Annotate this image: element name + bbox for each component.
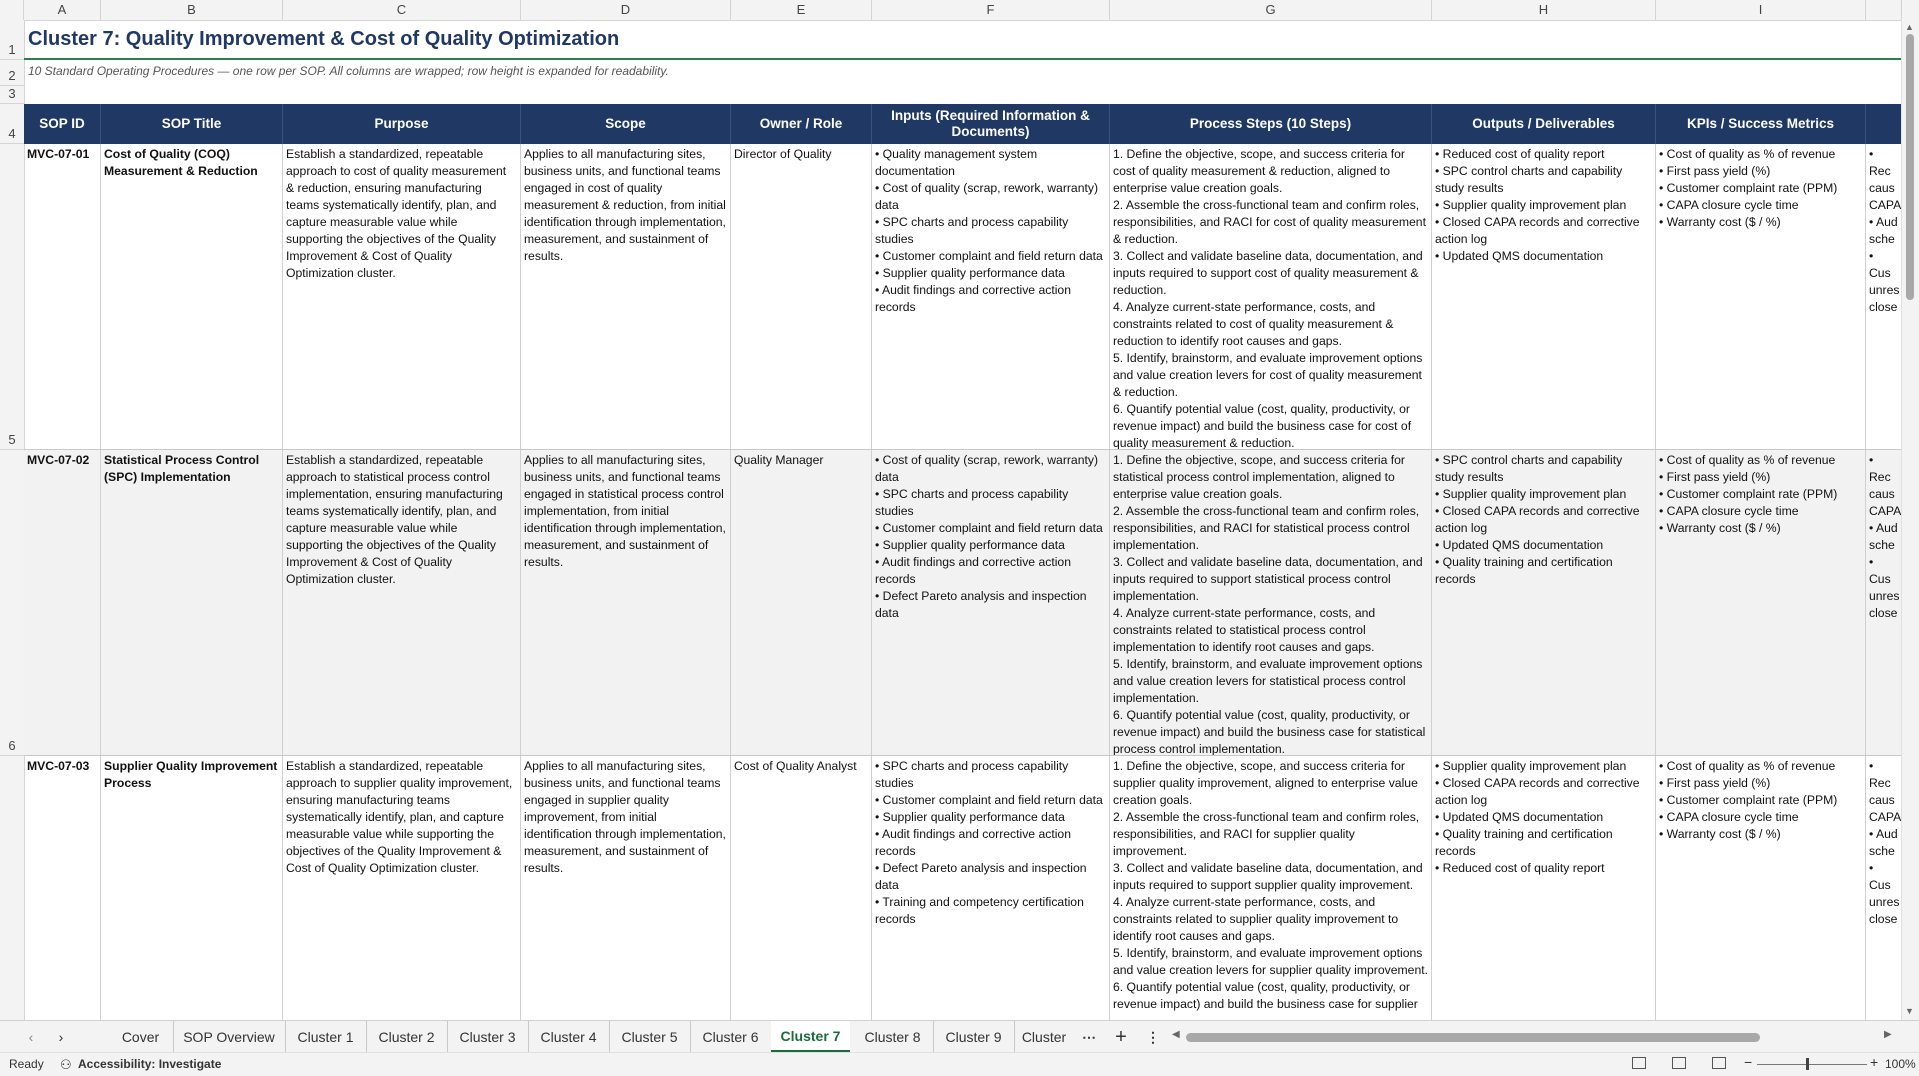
row-header-1[interactable]: 1 (0, 20, 24, 60)
list-item: • Aud (1869, 215, 1898, 229)
list-item: • Reduced cost of quality report (1435, 861, 1605, 875)
tab-cluster-9[interactable]: Cluster 9 (933, 1021, 1015, 1053)
tab-cluster-3[interactable]: Cluster 3 (447, 1021, 529, 1053)
ready-status: Ready (9, 1057, 44, 1071)
list-item: 1. Define the objective, scope, and success criteria for statistical process control implementation, aligned to enterprise value creation goals. (1113, 453, 1405, 501)
zoom-slider[interactable] (1757, 1064, 1867, 1065)
column-header-b[interactable]: B (101, 0, 283, 20)
vertical-scroll-thumb[interactable] (1906, 34, 1914, 300)
purpose-cell[interactable]: Establish a standardized, repeatable approach to supplier quality improvement, ensuring manufacturing teams systematically identify, plan, and capture measurable value while supporting the objectives of the Quality Improvement & Cost of Quality Optimization cluster. (283, 756, 521, 1020)
page-layout-view-icon[interactable] (1672, 1057, 1686, 1069)
horizontal-scrollbar[interactable] (1172, 1029, 1892, 1042)
column-header-f[interactable]: F (872, 0, 1110, 20)
sheet-subtitle: 10 Standard Operating Procedures — one row per SOP. All columns are wrapped; row height is expanded for readability. (28, 64, 669, 78)
list-item: • Supplier quality improvement plan (1435, 759, 1627, 773)
list-item: • SPC charts and process capability studies (875, 487, 1069, 518)
process-steps-cell[interactable] (1110, 756, 1432, 1020)
scroll-down-icon[interactable]: ▼ (1905, 1006, 1914, 1016)
list-item: • Quality training and certification records (1435, 827, 1613, 858)
table-header-row (24, 104, 1902, 144)
list-item: • Cus (1869, 861, 1891, 892)
list-item: • SPC control charts and capability study results (1435, 164, 1623, 195)
owner-cell[interactable]: Quality Manager (731, 450, 872, 755)
next-column-cell[interactable] (1866, 144, 1902, 449)
list-item: unres (1869, 589, 1900, 603)
list-item: • Warranty cost ($ / %) (1659, 215, 1781, 229)
scope-cell[interactable]: Applies to all manufacturing sites, business units, and functional teams engaged in statistical process control implementation, from initial identification through implementation, measurement, and sustainment of results. (521, 450, 731, 755)
kpis-cell[interactable] (1656, 144, 1866, 449)
list-item: 3. Collect and validate baseline data, documentation, and inputs required to support supplier quality improvement. (1113, 861, 1423, 892)
list-item: • Aud (1869, 521, 1898, 535)
column-header-a[interactable]: A (24, 0, 101, 20)
sop-title-cell[interactable]: Statistical Process Control (SPC) Implementation (101, 450, 283, 755)
list-item: • Warranty cost ($ / %) (1659, 521, 1781, 535)
list-item: • SPC control charts and capability study results (1435, 453, 1623, 484)
tab-cluster-10[interactable]: Cluster (1021, 1029, 1067, 1045)
sop-title-cell[interactable]: Cost of Quality (COQ) Measurement & Reduction (101, 144, 283, 449)
list-item: caus (1869, 181, 1895, 195)
inputs-cell[interactable] (872, 450, 1110, 755)
kpis-cell[interactable] (1656, 450, 1866, 755)
list-item: 2. Assemble the cross-functional team and confirm roles, responsibilities, and RACI for cost of quality measurement & reduction. (1113, 198, 1426, 246)
list-item: • Warranty cost ($ / %) (1659, 827, 1781, 841)
table-row (24, 450, 1902, 756)
list-item: • Cost of quality as % of revenue (1659, 759, 1836, 773)
row-header-6[interactable]: 6 (0, 450, 24, 756)
list-item: • Supplier quality performance data (875, 810, 1065, 824)
list-item: • Supplier quality improvement plan (1435, 198, 1627, 212)
list-item: • Rec (1869, 147, 1891, 178)
purpose-cell[interactable]: Establish a standardized, repeatable approach to statistical process control implementation, ensuring manufacturing teams systematically identify, plan, and capture measurable value while supporting the objectives of the Quality Improvement & Cost of Quality Optimization cluster. (283, 450, 521, 755)
list-item: 1. Define the objective, scope, and success criteria for supplier quality improvement, aligned to enterprise value creation goals. (1113, 759, 1418, 807)
column-header-g[interactable]: G (1110, 0, 1432, 20)
list-item: • Closed CAPA records and corrective action log (1435, 776, 1640, 807)
list-item: sche (1869, 844, 1895, 858)
purpose-cell[interactable]: Establish a standardized, repeatable approach to cost of quality measurement & reduction, ensuring manufacturing teams systematically identify, plan, and capture measurable value while supporting the objectives of the Quality Improvement & Cost of Quality Optimization cluster. (283, 144, 521, 449)
outputs-cell[interactable] (1432, 756, 1656, 1020)
list-item: • First pass yield (%) (1659, 776, 1771, 790)
list-item: • Rec (1869, 759, 1891, 790)
status-bar (0, 1052, 1919, 1076)
list-item: • Cus (1869, 249, 1891, 280)
outputs-cell[interactable] (1432, 144, 1656, 449)
scope-cell[interactable]: Applies to all manufacturing sites, business units, and functional teams engaged in supplier quality improvement, from initial identification through implementation, measurement, and sustainment of results. (521, 756, 731, 1020)
list-item: • Cost of quality as % of revenue (1659, 453, 1836, 467)
tab-cover[interactable]: Cover (108, 1021, 174, 1053)
list-item: • Aud (1869, 827, 1898, 841)
list-item: • Defect Pareto analysis and inspection data (875, 861, 1087, 892)
header-sop-id[interactable]: SOP ID (24, 104, 101, 144)
list-item: • Supplier quality performance data (875, 266, 1065, 280)
list-item: 6. Quantify potential value (cost, quality, productivity, or revenue impact) and build the business case for cost of quality measurement & reduction. (1113, 402, 1412, 449)
list-item: 5. Identify, brainstorm, and evaluate improvement options and value creation levers for supplier quality improvement. (1113, 946, 1429, 977)
sheet-title: Cluster 7: Quality Improvement & Cost of Quality Optimization (28, 28, 620, 50)
table-row (24, 756, 1902, 1020)
kpis-cell[interactable] (1656, 756, 1866, 1020)
list-item: • Closed CAPA records and corrective action log (1435, 215, 1640, 246)
list-item: 4. Analyze current-state performance, costs, and constraints related to statistical process control implementation to identify root causes and gaps. (1113, 606, 1376, 654)
chevron-left-icon[interactable]: ‹ (28, 1029, 34, 1045)
list-item: • SPC charts and process capability studies (875, 759, 1069, 790)
list-item: 5. Identify, brainstorm, and evaluate improvement options and value creation levers for cost of quality measurement & reduction. (1113, 351, 1423, 399)
title-cell[interactable] (24, 20, 1902, 60)
list-item: caus (1869, 487, 1895, 501)
tab-cluster-2[interactable]: Cluster 2 (366, 1021, 448, 1053)
sop-id-cell[interactable]: MVC-07-01 (24, 144, 101, 449)
zoom-in-icon[interactable]: + (1870, 1054, 1879, 1070)
header-inputs[interactable]: Inputs (Required Information & Documents) (872, 104, 1110, 144)
list-item: • CAPA closure cycle time (1659, 504, 1799, 518)
chevron-right-icon[interactable]: › (58, 1029, 64, 1045)
list-item: 1. Define the objective, scope, and success criteria for cost of quality measurement & reduction, aligned to enterprise value creation goals. (1113, 147, 1405, 195)
list-item: • Reduced cost of quality report (1435, 147, 1605, 161)
row-header-bar (0, 20, 25, 1020)
page-break-view-icon[interactable] (1712, 1057, 1726, 1069)
list-item: • Audit findings and corrective action records (875, 283, 1071, 314)
inputs-cell[interactable] (872, 756, 1110, 1020)
tab-cluster-5[interactable]: Cluster 5 (609, 1021, 691, 1053)
normal-view-icon[interactable] (1632, 1057, 1646, 1069)
tab-cluster-6[interactable]: Cluster 6 (690, 1021, 772, 1053)
header-sop-title[interactable]: SOP Title (101, 104, 283, 144)
scope-cell[interactable]: Applies to all manufacturing sites, business units, and functional teams engaged in cost of quality measurement & reduction, from initial identification through implementation, measurement, and sustainment of results. (521, 144, 731, 449)
list-item: • Customer complaint rate (PPM) (1659, 181, 1838, 195)
column-header-i[interactable]: I (1656, 0, 1866, 20)
accessibility-status[interactable]: Accessibility: Investigate (78, 1057, 222, 1071)
list-item: 3. Collect and validate baseline data, documentation, and inputs required to support statistical process control implementation. (1113, 555, 1423, 603)
list-item: • SPC charts and process capability studies (875, 215, 1069, 246)
tab-cluster-1[interactable]: Cluster 1 (285, 1021, 367, 1053)
more-options-icon[interactable]: ⋮ (1146, 1029, 1160, 1045)
list-item: CAPA (1869, 198, 1902, 212)
list-item: unres (1869, 895, 1900, 909)
select-all-corner[interactable] (0, 0, 24, 20)
list-item: CAPA (1869, 504, 1902, 518)
scroll-up-icon[interactable]: ▲ (1905, 22, 1914, 32)
column-header-h[interactable]: H (1432, 0, 1656, 20)
tab-sop-overview[interactable]: SOP Overview (173, 1021, 286, 1053)
tab-cluster-8[interactable]: Cluster 8 (852, 1021, 934, 1053)
column-header-j[interactable] (1866, 0, 1902, 20)
process-steps-cell[interactable] (1110, 450, 1432, 755)
zoom-out-icon[interactable]: − (1744, 1054, 1753, 1070)
add-sheet-icon[interactable]: + (1115, 1026, 1127, 1048)
sop-id-cell[interactable]: MVC-07-03 (24, 756, 101, 1020)
list-item: • Customer complaint and field return data (875, 521, 1103, 535)
list-item: • Cus (1869, 555, 1891, 586)
list-item: 4. Analyze current-state performance, costs, and constraints related to cost of quality measurement & reduction to identify root causes and gaps. (1113, 300, 1394, 348)
table-row (24, 144, 1902, 450)
list-item: 5. Identify, brainstorm, and evaluate improvement options and value creation levers for statistical process control implementation. (1113, 657, 1423, 705)
next-column-cell[interactable] (1866, 450, 1902, 755)
list-item: • Closed CAPA records and corrective action log (1435, 504, 1640, 535)
list-item: caus (1869, 793, 1895, 807)
zoom-level[interactable]: 100% (1885, 1057, 1916, 1071)
header-next-column[interactable] (1866, 104, 1902, 144)
column-header-c[interactable]: C (283, 0, 521, 20)
list-item: • CAPA closure cycle time (1659, 810, 1799, 824)
owner-cell[interactable]: Director of Quality (731, 144, 872, 449)
list-item: • Cost of quality (scrap, rework, warranty) data (875, 453, 1099, 484)
tab-cluster-4[interactable]: Cluster 4 (528, 1021, 610, 1053)
horizontal-scroll-thumb[interactable] (1186, 1033, 1760, 1042)
list-item: 2. Assemble the cross-functional team and confirm roles, responsibilities, and RACI for statistical process control implementation. (1113, 504, 1420, 552)
list-item: • Customer complaint and field return data (875, 249, 1103, 263)
list-item: 4. Analyze current-state performance, costs, and constraints related to supplier quality improvement to identify root causes and gaps. (1113, 895, 1399, 943)
list-item: close (1869, 606, 1898, 620)
owner-cell[interactable]: Cost of Quality Analyst (731, 756, 872, 1020)
list-item: • Rec (1869, 453, 1891, 484)
list-item: • Supplier quality performance data (875, 538, 1065, 552)
inputs-cell[interactable] (872, 144, 1110, 449)
vertical-scrollbar[interactable] (1901, 20, 1919, 1020)
list-item: 3. Collect and validate baseline data, documentation, and inputs required to support cost of quality measurement & reduction. (1113, 249, 1423, 297)
list-item: • Quality management system documentation (875, 147, 1038, 178)
list-item: • Customer complaint rate (PPM) (1659, 487, 1838, 501)
list-item: • Audit findings and corrective action records (875, 827, 1071, 858)
process-steps-cell[interactable] (1110, 144, 1432, 449)
list-item: • First pass yield (%) (1659, 470, 1771, 484)
list-item: • Cost of quality (scrap, rework, warranty) data (875, 181, 1099, 212)
list-item: • Audit findings and corrective action records (875, 555, 1071, 586)
list-item: • First pass yield (%) (1659, 164, 1771, 178)
list-item: close (1869, 912, 1898, 926)
list-item: • Customer complaint rate (PPM) (1659, 793, 1838, 807)
list-item: 6. Quantify potential value (cost, quality, productivity, or revenue impact) and build the business case for statistical process control implementation. (1113, 708, 1426, 755)
column-header-e[interactable]: E (731, 0, 872, 20)
list-item: 6. Quantify potential value (cost, quality, productivity, or revenue impact) and build the business case for supplier (1113, 980, 1418, 1011)
row-header-4[interactable]: 4 (0, 104, 24, 144)
list-item: • Customer complaint and field return data (875, 793, 1103, 807)
list-item: • Updated QMS documentation (1435, 810, 1604, 824)
more-tabs-icon[interactable]: ⋯ (1082, 1029, 1096, 1045)
list-item: • CAPA closure cycle time (1659, 198, 1799, 212)
list-item: • Supplier quality improvement plan (1435, 487, 1627, 501)
zoom-slider-handle[interactable] (1806, 1058, 1809, 1070)
tab-cluster-7[interactable]: Cluster 7 (771, 1021, 850, 1053)
header-scope[interactable]: Scope (521, 104, 731, 144)
list-item: • Updated QMS documentation (1435, 249, 1604, 263)
list-item: CAPA (1869, 810, 1902, 824)
list-item: sche (1869, 538, 1895, 552)
header-owner-role[interactable]: Owner / Role (731, 104, 872, 144)
row-header-2[interactable]: 2 (0, 60, 24, 86)
list-item: close (1869, 300, 1898, 314)
sheet-tab-bar (0, 1020, 1919, 1053)
next-column-cell[interactable] (1866, 756, 1902, 1020)
scroll-left-icon[interactable]: ◀ (1172, 1029, 1180, 1040)
list-item: sche (1869, 232, 1895, 246)
worksheet-grid[interactable] (24, 20, 1902, 1020)
sop-title-cell[interactable]: Supplier Quality Improvement Process (101, 756, 283, 1020)
row-header-5[interactable]: 5 (0, 144, 24, 450)
column-header-bar (0, 0, 1919, 21)
sop-id-cell[interactable]: MVC-07-02 (24, 450, 101, 755)
outputs-cell[interactable] (1432, 450, 1656, 755)
list-item: • Training and competency certification records (875, 895, 1084, 926)
list-item: • Cost of quality as % of revenue (1659, 147, 1836, 161)
header-outputs[interactable]: Outputs / Deliverables (1432, 104, 1656, 144)
list-item: 2. Assemble the cross-functional team and confirm roles, responsibilities, and RACI for supplier quality improvement. (1113, 810, 1420, 858)
scroll-right-icon[interactable]: ▶ (1884, 1029, 1892, 1040)
list-item: unres (1869, 283, 1900, 297)
header-purpose[interactable]: Purpose (283, 104, 521, 144)
header-kpis[interactable]: KPIs / Success Metrics (1656, 104, 1866, 144)
list-item: • Quality training and certification records (1435, 555, 1613, 586)
header-process-steps[interactable]: Process Steps (10 Steps) (1110, 104, 1432, 144)
row-header-3[interactable]: 3 (0, 86, 24, 104)
list-item: • Updated QMS documentation (1435, 538, 1604, 552)
list-item: • Defect Pareto analysis and inspection data (875, 589, 1087, 620)
column-header-d[interactable]: D (521, 0, 731, 20)
accessibility-icon[interactable]: ⚇ (60, 1057, 72, 1072)
